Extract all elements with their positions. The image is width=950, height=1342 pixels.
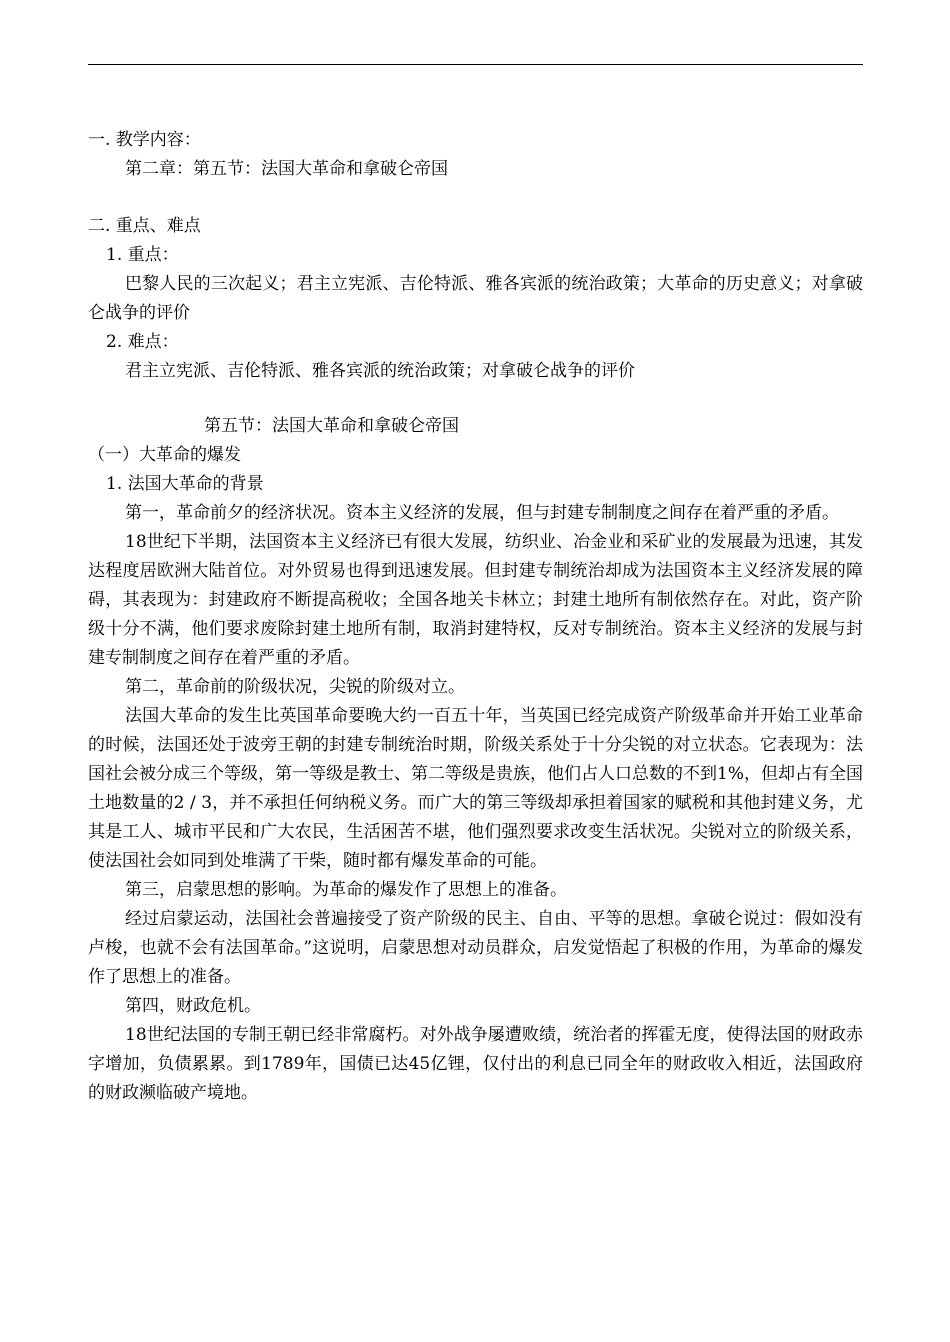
document-body xyxy=(88,126,863,1108)
lesson-title: 第五节：法国大革命和拿破仑帝国 xyxy=(204,416,459,436)
part1-heading: （一）大革命的爆发 xyxy=(88,445,241,465)
spacer xyxy=(88,386,863,412)
paragraph: 18世纪下半期，法国资本主义经济已有很大发展，纺织业、冶金业和采矿业的发展最为迅速，其发达程度居欧洲大陆首位。对外贸易也得到迅速发展。但封建专制统治却成为法国资本主义经济发展的障碍，其表现为：封建政府不断提高税收；全国各地关卡林立；封建土地所有制依然存在。对此，资产阶级十分不满，他们要求废除封建土地所有制，取消封建特权，反对专制统治。资本主义经济的发展与封建专制制度之间存在着严重的矛盾。 xyxy=(88,532,863,668)
header-rule xyxy=(88,64,863,65)
key-points-label: 1. 重点： xyxy=(106,245,179,265)
section2-heading: 二. 重点、难点 xyxy=(88,216,201,236)
paragraph: 第二，革命前的阶级状况，尖锐的阶级对立。 xyxy=(125,677,465,697)
paragraph: 经过启蒙运动，法国社会普遍接受了资产阶级的民主、自由、平等的思想。拿破仑说过：假如没有卢梭，也就不会有法国革命。”这说明，启蒙思想对动员群众，启发觉悟起了积极的作用，为革命的爆发作了思想上的准备。 xyxy=(88,909,863,987)
subsection-heading: 1. 法国大革命的背景 xyxy=(106,474,264,494)
difficult-points-label: 2. 难点： xyxy=(106,332,179,352)
paragraph: 第一，革命前夕的经济状况。资本主义经济的发展，但与封建专制制度之间存在着严重的矛盾。 xyxy=(125,503,839,523)
paragraph: 18世纪法国的专制王朝已经非常腐朽。对外战争屡遭败绩，统治者的挥霍无度，使得法国的财政赤字增加，负债累累。到1789年，国债已达45亿锂，仅付出的利息已同全年的财政收入相近，法国政府的财政濒临破产境地。 xyxy=(88,1025,863,1103)
difficult-points-text: 君主立宪派、吉伦特派、雅各宾派的统治政策；对拿破仑战争的评价 xyxy=(125,361,635,381)
section1-content: 第二章：第五节：法国大革命和拿破仑帝国 xyxy=(125,159,448,179)
section1-heading: 一. 教学内容： xyxy=(88,130,201,150)
key-points-text: 巴黎人民的三次起义；君主立宪派、吉伦特派、雅各宾派的统治政策；大革命的历史意义；对拿破仑战争的评价 xyxy=(88,274,863,323)
paragraph: 第四，财政危机。 xyxy=(125,996,261,1016)
paragraph: 第三，启蒙思想的影响。为革命的爆发作了思想上的准备。 xyxy=(125,880,567,900)
paragraph: 法国大革命的发生比英国革命要晚大约一百五十年，当英国已经完成资产阶级革命并开始工业革命的时候，法国还处于波旁王朝的封建专制统治时期，阶级关系处于十分尖锐的对立状态。它表现为：法国社会被分成三个等级，第一等级是教士、第二等级是贵族，他们占人口总数的不到1%，但却占有全国土地数量的2 / 3，并不承担任何纳税义务。而广大的第三等级却承担着国家的赋税和其他封建义务，尤其是工人、城市平民和广大农民，生活困苦不堪，他们强烈要求改变生活状况。尖锐对立的阶级关系，使法国社会如同到处堆满了干柴，随时都有爆发革命的可能。 xyxy=(88,706,863,871)
spacer xyxy=(88,184,863,212)
